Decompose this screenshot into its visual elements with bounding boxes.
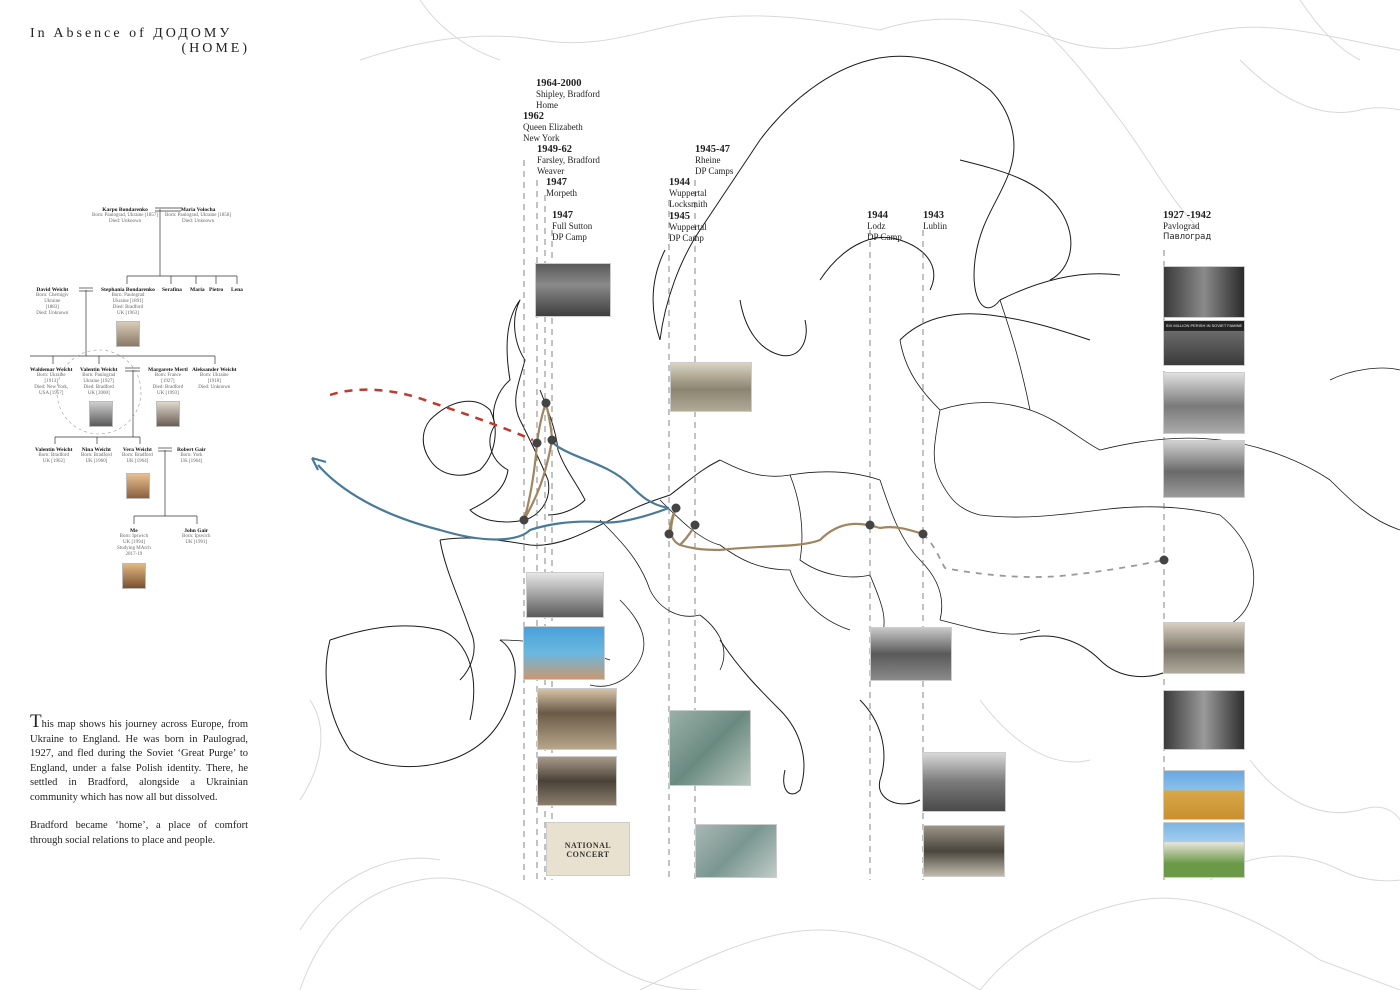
pavlograd-street-photo xyxy=(1163,622,1245,674)
title-line-2: (HOME) xyxy=(181,41,250,56)
story-paragraph-1-text: his map shows his journey across Europe, from Ukraine to England. He was born in Paulograd, 1927, and fled during the Soviet ‘Great Purge’ to England, under a false Polish identity. There, he settled in Bradford, alongside a Ukrainian community which has now all but dissolved. xyxy=(30,719,248,803)
person-serafina: Serafina xyxy=(162,287,182,293)
arrow-head xyxy=(312,458,326,470)
person-valentin: Valentin Weicht Born: Paulograd Ukraine [1927] Died: Bradford UK [2000] xyxy=(80,367,118,396)
label-lodz: 1944 Lodz DP Camp xyxy=(867,210,902,242)
famine-headline: SIX MILLION PERISH IN SOVIET FAMINE xyxy=(1165,323,1243,328)
person-aleksander: Aleksander Weicht Born: Ukraine [1918] Died: Unknown xyxy=(192,367,237,390)
person-vera: Vera Weicht Born: Bradford UK [1964] xyxy=(122,447,153,464)
label-morpeth: 1947 Morpeth xyxy=(546,177,577,198)
famine-newspaper-photo xyxy=(1163,320,1245,366)
label-rheine: 1945-47 Rheine DP Camps xyxy=(695,144,734,176)
lublin-street-photo xyxy=(922,752,1006,812)
person-valentin-jr: Valentin Weicht Born: Bradford UK [1962] xyxy=(35,447,73,464)
bradford-postcard-photo xyxy=(537,756,617,806)
location-dots xyxy=(520,399,1169,565)
drop-cap: T xyxy=(30,711,42,732)
label-farsley: 1949-62 Farsley, Bradford Weaver xyxy=(537,144,600,176)
travel-documents-photo xyxy=(695,824,777,878)
lublin-town-photo xyxy=(923,825,1005,877)
person-margarete: Margarete Mertl Born: France [1927] Died: Bradford UK [1993] xyxy=(148,367,188,396)
dp-camp-building-photo xyxy=(670,362,752,412)
new-york-photo xyxy=(523,626,605,680)
person-david: David Weicht Born: Chernigiv Ukraine [1883] Died: Unknown xyxy=(36,287,69,316)
queen-elizabeth-ship-photo xyxy=(526,572,604,618)
person-robert: Robert Gair Born: York UK [1964] xyxy=(177,447,206,464)
label-queen-elizabeth: 1962 Queen Elizabeth New York xyxy=(523,111,583,143)
village-photo xyxy=(1163,440,1245,498)
person-john: John Gair Born: Ipswich UK [1991] xyxy=(182,528,211,545)
concert-programme-photo xyxy=(546,822,630,876)
group-photo xyxy=(535,263,611,317)
valentin-photo xyxy=(89,401,113,427)
journey-route xyxy=(524,403,923,550)
family-portrait-photo xyxy=(537,688,617,750)
person-me: Me Born: Ipswich UK [1994] Studying MArch 2017-19 xyxy=(117,528,151,557)
parents-portrait-photo xyxy=(1163,690,1245,750)
early-route xyxy=(923,534,1164,577)
timeline-guides xyxy=(524,160,1164,880)
story-text xyxy=(30,711,248,862)
coastline xyxy=(326,56,1170,804)
title-line-1: In Absence of ДОДОМУ xyxy=(30,26,233,41)
person-nina: Nina Weicht Born: Bradford UK [1960] xyxy=(81,447,112,464)
stephania-photo xyxy=(116,321,140,347)
me-photo xyxy=(122,563,146,589)
story-paragraph-1 xyxy=(30,711,248,805)
label-pavlograd: 1927 -1942 Pavlograd Павлоград xyxy=(1163,210,1212,242)
label-shipley: 1964-2000 Shipley, Bradford Home xyxy=(536,78,600,110)
identity-documents-photo xyxy=(669,710,751,786)
vera-photo xyxy=(126,473,150,499)
famine-crowd-photo xyxy=(1163,372,1245,434)
label-wuppertal-1945: 1945 Wuppertal DP Camp xyxy=(669,211,707,243)
stalin-photo xyxy=(1163,266,1245,318)
person-maria: Maria xyxy=(190,287,205,293)
margarete-photo xyxy=(156,401,180,427)
person-waldemar: Waldemar Weicht Born: Ukraine [1913] Died: New York, USA [1957] xyxy=(30,367,73,396)
label-full-sutton: 1947 Full Sutton DP Camp xyxy=(552,210,593,242)
person-stephania: Stephania Bondarenko Born: Paulograd Ukraine [1891] Died: Bradford UK [1963] xyxy=(101,287,155,316)
label-wuppertal-1944: 1944 Wuppertal Locksmith xyxy=(669,177,708,209)
story-paragraph-2: Bradford became ‘home’, a place of comfort through social relations to place and people. xyxy=(30,820,248,846)
ukrainian-house-photo xyxy=(1163,822,1245,878)
label-lublin: 1943 Lublin xyxy=(923,210,947,231)
wheat-field-photo xyxy=(1163,770,1245,820)
person-karpo: Karpo Bondarenko Born: Paulograd, Ukraine [1857] Died: Unknown xyxy=(92,207,159,224)
train-deportation-photo xyxy=(870,627,952,681)
false-identity-route xyxy=(330,390,533,440)
sea-route-arc xyxy=(318,465,669,539)
person-lena: Lena xyxy=(231,287,243,293)
person-maria-volocha: Maria Volocha Born: Paulograd, Ukraine [1858] Died: Unknown xyxy=(165,207,232,224)
concert-title: NATIONAL CONCERT xyxy=(564,841,612,859)
person-pietro: Pietro xyxy=(209,287,224,293)
